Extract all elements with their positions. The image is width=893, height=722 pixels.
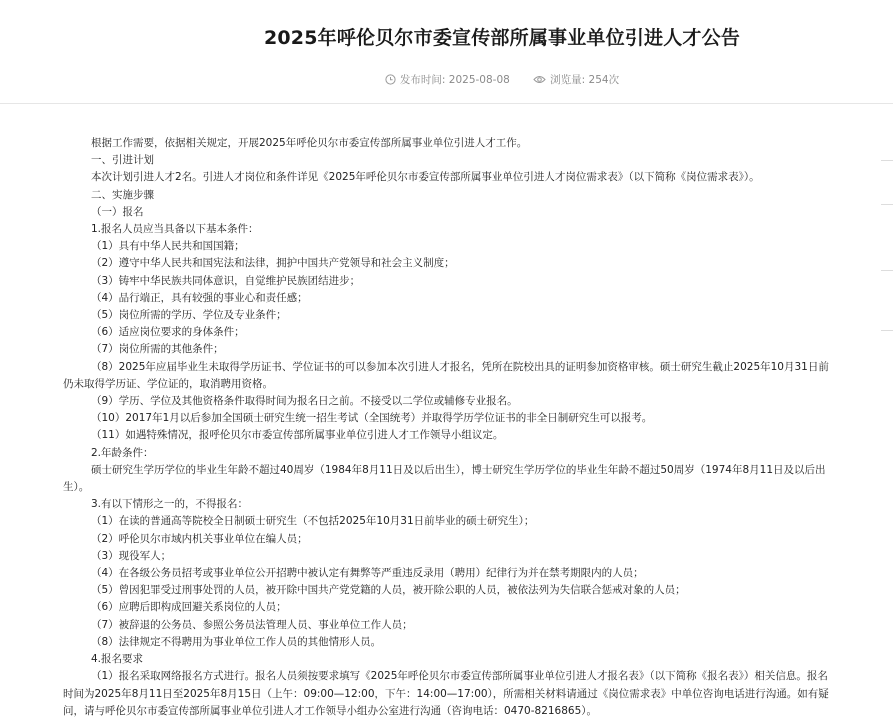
paragraph: 根据工作需要，依据相关规定，开展2025年呼伦贝尔市委宣传部所属事业单位引进人才工作。 <box>91 137 528 149</box>
side-divider <box>881 204 893 205</box>
list-item: （2）遵守中华人民共和国宪法和法律，拥护中国共产党领导和社会主义制度； <box>91 257 455 270</box>
paragraph: 4.报名要求 <box>91 653 144 666</box>
list-item: （5）曾因犯罪受过刑事处罚的人员，被开除中国共产党党籍的人员，被开除公职的人员，被依法列为失信联合惩戒对象的人员； <box>91 584 686 597</box>
list-item: （6）应聘后即构成回避关系岗位的人员； <box>91 601 287 614</box>
list-item: （7）岗位所需的其他条件； <box>91 343 224 356</box>
list-item: （3）现役军人； <box>91 549 172 562</box>
list-item: （4）品行端正，具有较强的事业心和责任感； <box>91 291 308 304</box>
list-item: （8）法律规定不得聘用为事业单位工作人员的其他情形人员。 <box>91 635 382 648</box>
header-divider <box>0 103 893 104</box>
page-title: 2025年呼伦贝尔市委宣传部所属事业单位引进人才公告 <box>263 27 741 49</box>
paragraph: 2.年龄条件： <box>91 446 154 459</box>
list-item: （4）在各级公务员招考或事业单位公开招聘中被认定有舞弊等严重违反录用（聘用）纪律行为并在禁考期限内的人员； <box>91 567 644 580</box>
side-divider <box>881 330 893 331</box>
list-item: （3）铸牢中华民族共同体意识，自觉维护民族团结进步； <box>91 274 361 287</box>
list-item: （8）2025年应届毕业生未取得学历证书、学位证书的可以参加本次引进人才报名，凭所在院校出具的证明参加资格审核。硕士研究生截止2025年10月31日前仍未取得学历证、学位证的，取消聘用资格。 <box>63 360 829 390</box>
list-item: （10）2017年1月以后参加全国硕士研究生统一招生考试（全国统考）并取得学历学位证书的非全日制研究生可以报考。 <box>91 412 653 425</box>
publish-time <box>385 70 510 90</box>
list-item: （6）适应岗位要求的身体条件； <box>91 326 245 339</box>
list-item: （1）在读的普通高等院校全日制硕士研究生（不包括2025年10月31日前毕业的硕士研究生）； <box>91 515 535 528</box>
section-heading: 二、实施步骤 <box>91 188 154 201</box>
list-item: （2）呼伦贝尔市域内机关事业单位在编人员； <box>91 532 308 545</box>
paragraph: 3.有以下情形之一的，不得报名： <box>91 498 249 511</box>
list-item: （5）岗位所需的学历、学位及专业条件； <box>91 309 287 322</box>
list-item: （11）如遇特殊情况，报呼伦贝尔市委宣传部所属事业单位引进人才工作领导小组议定。 <box>91 429 504 442</box>
subsection-heading: （一）报名 <box>91 205 144 218</box>
paragraph: 硕士研究生学历学位的毕业生年龄不超过40周岁（1984年8月11日及以后出生），博士研究生学历学位的毕业生年龄不超过50周岁（1974年8月11日及以后出生）。 <box>63 463 826 494</box>
eye-icon <box>533 74 546 85</box>
publish-time-label: 发布时间: 2025-08-08 <box>399 74 510 86</box>
list-item: （7）被辞退的公务员、参照公务员法管理人员、事业单位工作人员； <box>91 618 413 631</box>
paragraph: 本次计划引进人才2名。引进人才岗位和条件详见《2025年呼伦贝尔市委宣传部所属事业单位引进人才岗位需求表》（以下简称《岗位需求表》）。 <box>91 171 760 184</box>
list-item: （9）学历、学位及其他资格条件取得时间为报名日之前。不接受以二学位或辅修专业报名。 <box>91 395 518 408</box>
side-divider <box>881 270 893 271</box>
paragraph: 1.报名人员应当具备以下基本条件： <box>91 223 259 236</box>
article-body <box>63 135 835 720</box>
side-divider <box>881 160 893 161</box>
view-count <box>533 70 619 90</box>
list-item: （1）报名采取网络报名方式进行。报名人员须按要求填写《2025年呼伦贝尔市委宣传部所属事业单位引进人才报名表》（以下简称《报名表》）相关信息。报名时间为2025年8月11日至2025年8月15日（上午：09:00—12:00，下午：14:00—17:00），所需相关材料请通过《岗位需求表》中单位咨询电话进行沟通。如有疑问，请与呼伦贝尔市委宣传部所属事业单位引进人才工作领导小组办公室进行沟通（咨询电话：0470-8216865）。 <box>63 670 829 717</box>
article-meta <box>0 70 893 90</box>
list-item: （1）具有中华人民共和国国籍； <box>91 240 245 253</box>
side-toolbar-edge <box>879 150 893 350</box>
clock-icon <box>385 74 396 85</box>
section-heading: 一、引进计划 <box>91 154 154 167</box>
view-count-label: 浏览量: 254次 <box>550 74 620 86</box>
